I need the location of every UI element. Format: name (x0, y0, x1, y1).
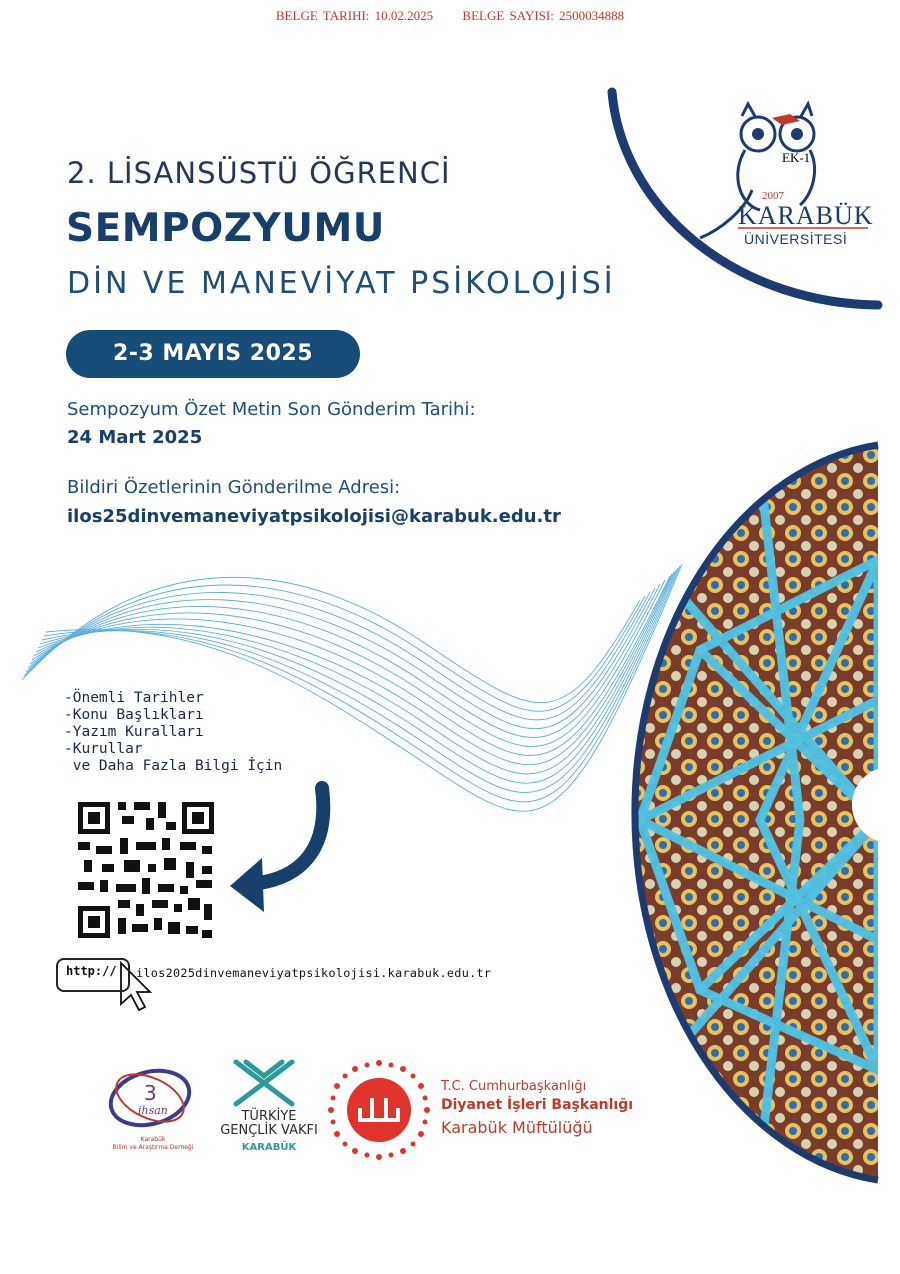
mosaic-dome-image (600, 440, 900, 1190)
info-item: -Yazım Kuralları (64, 724, 204, 740)
annex-label: EK-1 (782, 150, 811, 165)
tgv-logo (236, 1062, 292, 1104)
tgv-logo-name (214, 1110, 324, 1138)
ihsan-caption-line-1: Karabük (140, 1136, 166, 1143)
submission-email-link[interactable]: ilos25dinvemaneviyatpsikolojisi@karabuk.edu.tr (67, 506, 561, 527)
info-item: ve Daha Fazla Bilgi İçin (64, 758, 283, 774)
diyanet-line-2: Diyanet İşleri Başkanlığı (441, 1097, 634, 1113)
info-item: -Kurullar (64, 741, 143, 757)
belge-sayisi: BELGE SAYISI: 2500034888 (462, 8, 625, 23)
diyanet-line-3: Karabük Müftülüğü (441, 1118, 593, 1137)
ihsan-logo-word: ihsan (138, 1104, 168, 1117)
tgv-line-2: GENÇLİK VAKFI (220, 1123, 318, 1138)
ihsan-logo-number: 3 (144, 1081, 157, 1105)
title-line-1: 2. LİSANSÜSTÜ ÖĞRENCİ (67, 156, 451, 190)
summary-deadline-label: Sempozyum Özet Metin Son Gönderim Tarihi: (67, 399, 476, 420)
diyanet-line-1: T.C. Cumhurbaşkanlığı (441, 1079, 587, 1094)
submission-label: Bildiri Özetlerinin Gönderilme Adresi: (67, 477, 401, 498)
event-date-badge: 2-3 MAYIS 2025 (66, 330, 360, 378)
title-line-2: SEMPOZYUMU (66, 206, 385, 251)
tgv-line-1: TÜRKİYE (241, 1109, 297, 1124)
info-item: -Konu Başlıkları (64, 707, 204, 723)
ihsan-logo-caption (103, 1136, 203, 1152)
qr-code (76, 800, 216, 940)
diyanet-seal-logo (328, 1060, 430, 1160)
title-line-3: DİN VE MANEVİYAT PSİKOLOJİSİ (67, 266, 616, 301)
url-prefix: http:// (66, 964, 117, 978)
university-name: KARABÜK (738, 201, 874, 230)
website-url-link[interactable]: ilos2025dinvemaneviyatpsikolojisi.karabuk.edu.tr (136, 966, 492, 980)
university-subtitle: ÜNİVERSİTESİ (744, 231, 848, 247)
ihsan-caption-line-2: Bilim ve Araştırma Derneği (112, 1144, 194, 1151)
info-list (64, 690, 282, 775)
info-item: -Önemli Tarihler (64, 690, 204, 706)
university-year: 2007 (762, 190, 784, 202)
belge-tarihi: BELGE TARIHI: 10.02.2025 (275, 8, 434, 23)
summary-deadline-date: 24 Mart 2025 (67, 427, 203, 448)
tgv-logo-city: KARABÜK (241, 1142, 297, 1153)
